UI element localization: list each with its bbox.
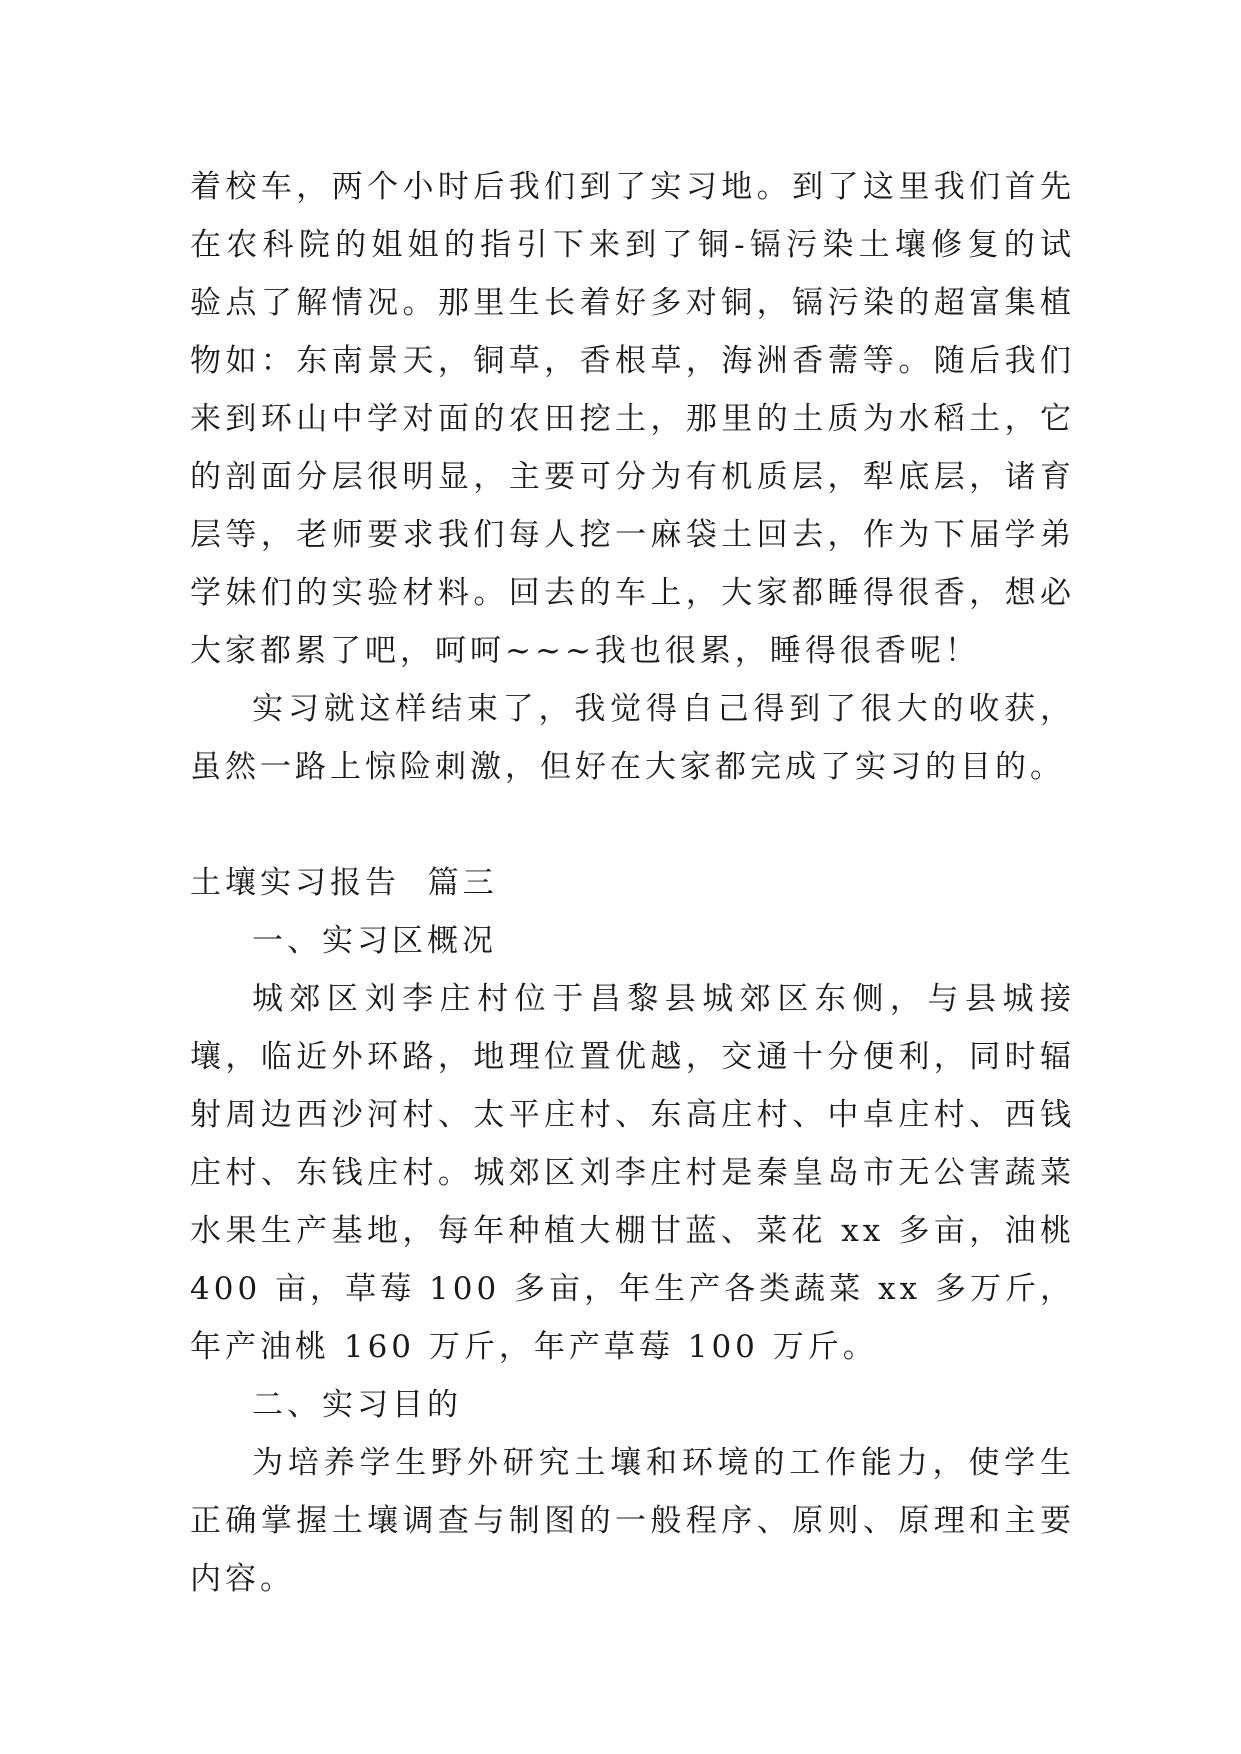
paragraph-conclusion: 实习就这样结束了，我觉得自己得到了很大的收获，虽然一路上惊险刺激，但好在大家都完成了实习的目的。 — [190, 691, 1075, 785]
paragraph-overview: 城郊区刘李庄村位于昌黎县城郊区东侧，与县城接壤，临近外环路，地理位置优越，交通十分便利，同时辐射周边西沙河村、太平庄村、东高庄村、中卓庄村、西钱庄村、东钱庄村。城郊区刘李庄村是秦皇岛市无公害蔬菜水果生产基地，每年种植大棚甘蓝、菜花 xx 多亩，油桃 400 亩，草莓 100 多亩，年生产各类蔬菜 xx 多万斤，年产油桃 160 万斤，年产草莓 100 万斤。 — [190, 981, 1075, 1365]
paragraph-purpose: 为培养学生野外研究土壤和环境的工作能力，使学生正确掌握土壤调查与制图的一般程序、原则、原理和主要内容。 — [190, 1445, 1075, 1597]
sub-heading-purpose: 二、实习目的 — [252, 1387, 462, 1423]
sub-heading-overview: 一、实习区概况 — [252, 923, 497, 959]
paragraph-continued: 着校车，两个小时后我们到了实习地。到了这里我们首先在农科院的姐姐的指引下来到了铜-镉污染土壤修复的试验点了解情况。那里生长着好多对铜，镉污染的超富集植物如：东南景天，铜草，香根草，海洲香薷等。随后我们来到环山中学对面的农田挖土，那里的土质为水稻土，它的剖面分层很明显，主要可分为有机质层，犁底层，诸育层等，老师要求我们每人挖一麻袋土回去，作为下届学弟学妹们的实验材料。回去的车上，大家都睡得很香，想必大家都累了吧，呵呵~~~我也很累，睡得很香呢！ — [190, 169, 1075, 669]
document-page — [190, 158, 1075, 1608]
section-title: 土壤实习报告 篇三 — [190, 865, 498, 901]
